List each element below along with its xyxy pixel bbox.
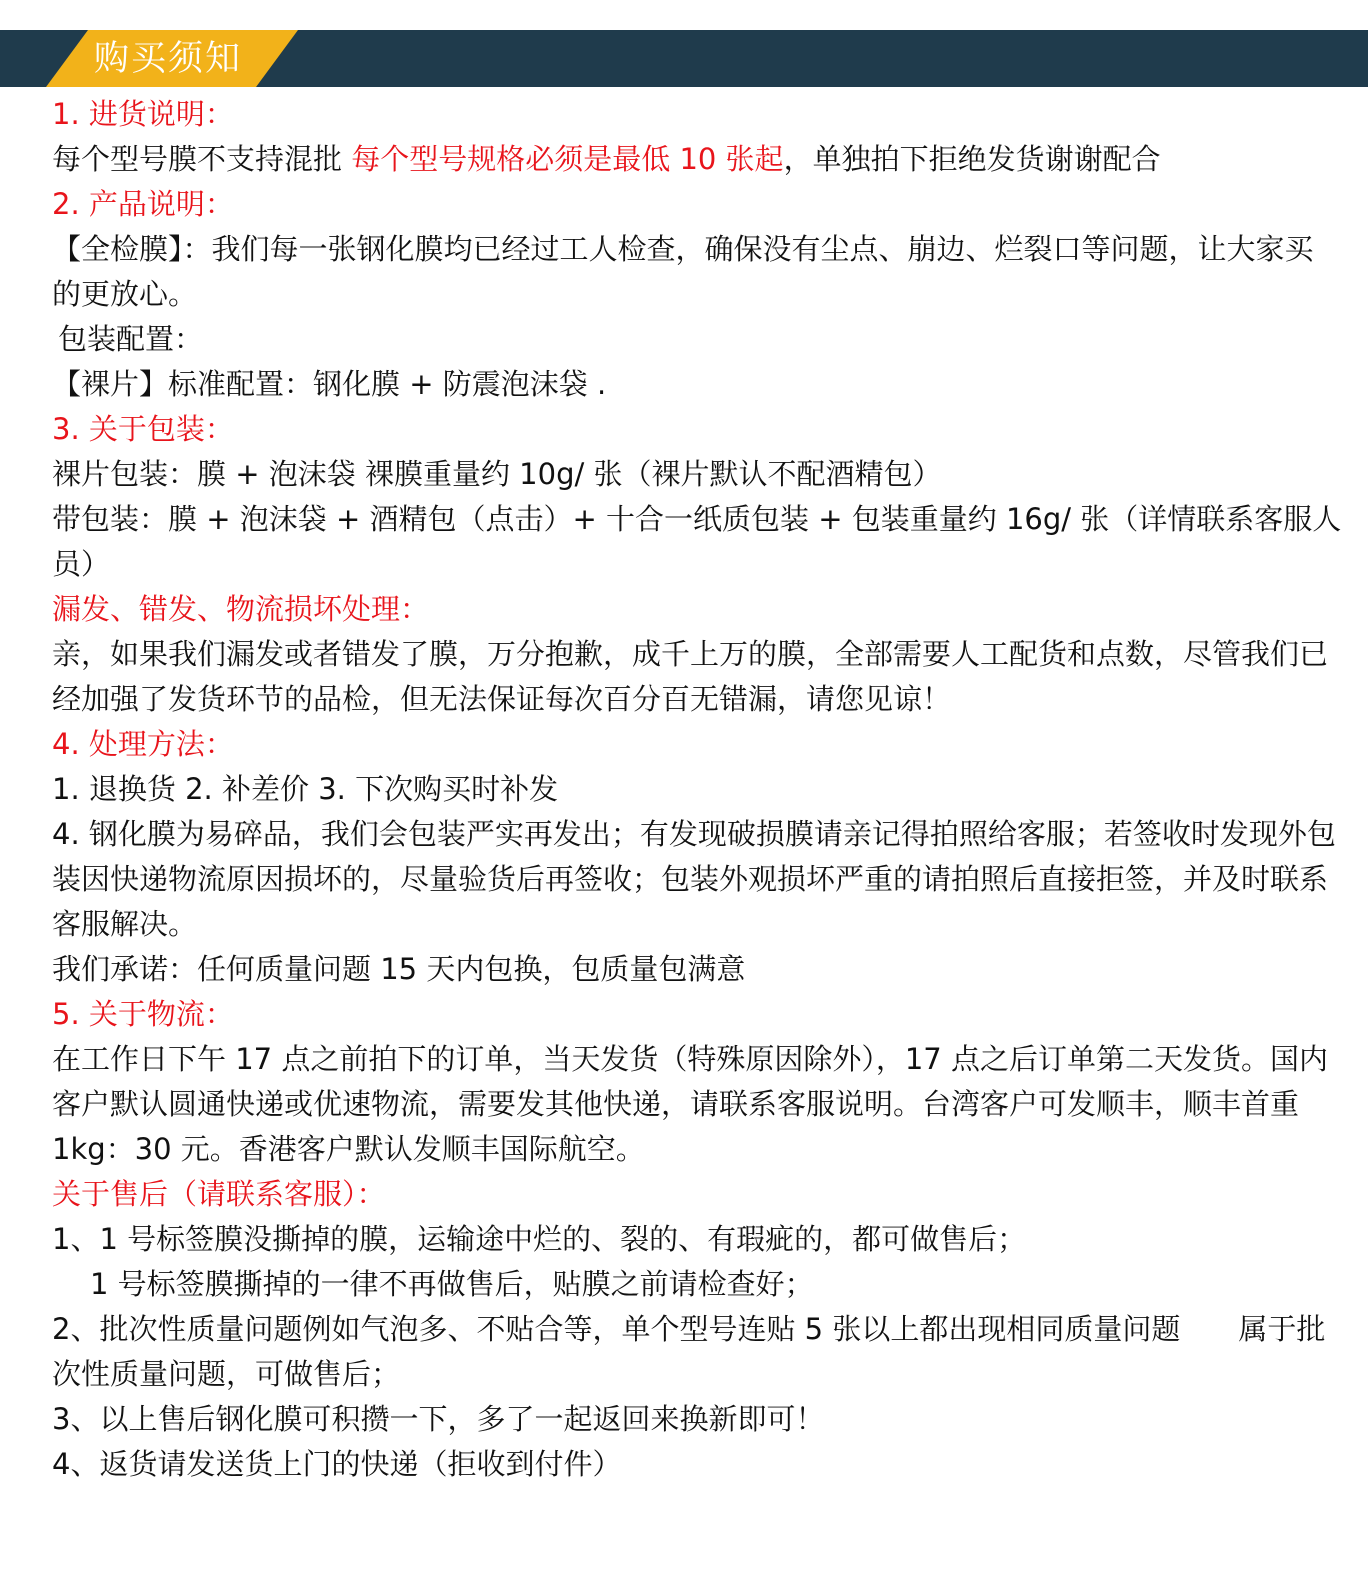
section-heading-handling: 4. 处理方法： (52, 727, 234, 761)
after-sales-rule-4: 4、返货请发送货上门的快递（拒收到付件） (52, 1447, 622, 1481)
section-heading-logistics: 5. 关于物流： (52, 997, 234, 1031)
minimum-order-note: 每个型号规格必须是最低 10 张起 (351, 142, 784, 176)
section-heading-packaging: 3. 关于包装： (52, 412, 234, 446)
after-sales-rule-1b: 1 号标签膜撕掉的一律不再做售后，贴膜之前请检查好； (90, 1267, 814, 1301)
product-description: 【全检膜】：我们每一张钢化膜均已经过工人检查，确保没有尘点、崩边、烂裂口等问题，让大家买的更放心。 (52, 232, 1314, 311)
section-heading-after-sales: 关于售后（请联系客服）： (52, 1177, 386, 1211)
packing-item: 【裸片】标准配置：钢化膜 + 防震泡沫袋 . (52, 367, 607, 401)
after-sales-rule-3: 3、以上售后钢化膜可积攒一下，多了一起返回来换新即可！ (52, 1402, 825, 1436)
purchase-rule-tail: ，单独拍下拒绝发货谢谢配合 (783, 142, 1161, 176)
purchase-rule (52, 137, 1342, 182)
packaging-bare: 裸片包装：膜 + 泡沫袋 裸膜重量约 10g/ 张（裸片默认不配酒精包） (52, 457, 942, 491)
shipping-errors-text: 亲，如果我们漏发或者错发了膜，万分抱歉，成千上万的膜，全部需要人工配货和点数，尽管我们已经加强了发货环节的品检，但无法保证每次百分百无错漏，请您见谅！ (52, 637, 1329, 716)
packaging-boxed: 带包装：膜 + 泡沫袋 + 酒精包（点击）+ 十合一纸质包装 + 包装重量约 16g/ 张（详情联系客服人员） (52, 502, 1342, 581)
after-sales-rule-2: 2、批次性质量问题例如气泡多、不贴合等，单个型号连贴 5 张以上都出现相同质量问题 属于批次性质量问题，可做售后； (52, 1312, 1326, 1391)
section-heading-shipping-errors: 漏发、错发、物流损坏处理： (52, 592, 430, 626)
handling-options: 1. 退换货 2. 补差价 3. 下次购买时补发 (52, 772, 559, 806)
handling-fragile-note: 4. 钢化膜为易碎品，我们会包装严实再发出；有发现破损膜请亲记得拍照给客服；若签收时发现外包装因快递物流原因损坏的，尽量验货后再签收；包装外观损坏严重的请拍照后直接拒签，并及时联系客服解决。 (52, 817, 1336, 941)
packing-label: 包装配置： (58, 322, 204, 356)
after-sales-rule-1: 1、1 号标签膜没撕掉的膜，运输途中烂的、裂的、有瑕疵的，都可做售后； (52, 1222, 1027, 1256)
notice-body (52, 92, 1342, 1487)
purchase-rule-text: 每个型号膜不支持混批 (52, 142, 352, 176)
logistics-text: 在工作日下午 17 点之前拍下的订单，当天发货（特殊原因除外），17 点之后订单第二天发货。国内客户默认圆通快递或优速物流，需要发其他快递，请联系客服说明。台湾客户可发顺丰，顺丰首重 1kg：30 元。香港客户默认发顺丰国际航空。 (52, 1042, 1328, 1166)
section-heading-purchase: 1. 进货说明： (52, 97, 234, 131)
page-title: 购买须知 (94, 39, 243, 79)
section-heading-product: 2. 产品说明： (52, 187, 234, 221)
quality-promise: 我们承诺：任何质量问题 15 天内包换，包质量包满意 (52, 952, 746, 986)
